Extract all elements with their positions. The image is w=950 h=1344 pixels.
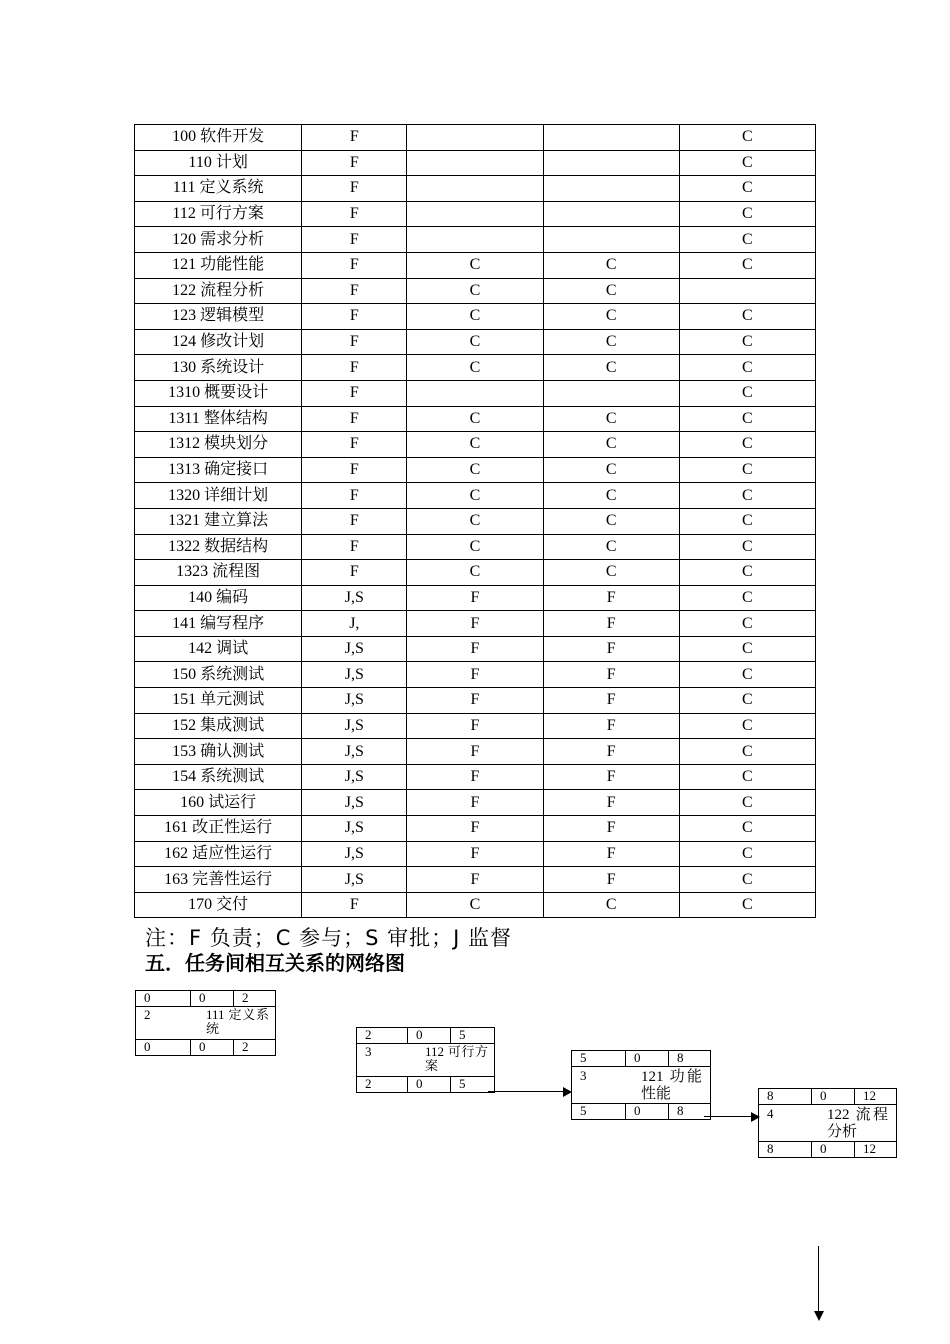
table-row xyxy=(135,252,816,278)
node-task-name-line: 案 xyxy=(425,1058,439,1073)
node-middle-row xyxy=(572,1067,710,1103)
node-task-name xyxy=(190,1007,275,1039)
role-cell-2: F xyxy=(407,867,543,893)
role-cell-1: F xyxy=(302,534,407,560)
role-cell-4: C xyxy=(679,483,815,509)
role-cell-2: F xyxy=(407,585,543,611)
node-bottom-row xyxy=(572,1103,710,1119)
node-late-finish: 8 xyxy=(668,1104,710,1119)
node-total-float: 0 xyxy=(407,1077,450,1092)
node-task-name-line: 111 定义系 xyxy=(206,1007,269,1022)
role-cell-4: C xyxy=(679,764,815,790)
node-early-start: 5 xyxy=(580,1050,587,1065)
network-node-122 xyxy=(758,1088,897,1158)
node-early-finish: 12 xyxy=(854,1089,896,1104)
node-bottom-row xyxy=(136,1039,275,1055)
node-middle-row xyxy=(136,1007,275,1039)
role-cell-2: F xyxy=(407,764,543,790)
table-row xyxy=(135,355,816,381)
role-cell-3: C xyxy=(543,304,679,330)
role-cell-2: F xyxy=(407,739,543,765)
task-name-cell: 1312 模块划分 xyxy=(135,432,302,458)
role-cell-1: F xyxy=(302,176,407,202)
role-cell-1: F xyxy=(302,304,407,330)
node-bottom-row xyxy=(357,1076,494,1092)
role-cell-2: C xyxy=(407,329,543,355)
role-cell-1: J,S xyxy=(302,841,407,867)
table-row xyxy=(135,380,816,406)
role-cell-2: F xyxy=(407,688,543,714)
task-name-cell: 1313 确定接口 xyxy=(135,457,302,483)
node-slack: 0 xyxy=(190,991,233,1006)
role-cell-2 xyxy=(407,125,543,151)
node-task-name xyxy=(811,1105,896,1141)
role-cell-3: C xyxy=(543,432,679,458)
task-name-cell: 142 调试 xyxy=(135,636,302,662)
network-node-121 xyxy=(571,1050,711,1120)
role-cell-2: F xyxy=(407,841,543,867)
table-row xyxy=(135,713,816,739)
role-cell-1: F xyxy=(302,483,407,509)
role-cell-4: C xyxy=(679,560,815,586)
role-cell-4: C xyxy=(679,790,815,816)
node-late-finish: 12 xyxy=(854,1142,896,1157)
role-cell-2: C xyxy=(407,304,543,330)
role-cell-3: C xyxy=(543,534,679,560)
task-name-cell: 162 适应性运行 xyxy=(135,841,302,867)
node-duration: 4 xyxy=(767,1106,774,1121)
role-cell-1: F xyxy=(302,150,407,176)
task-name-cell: 123 逻辑模型 xyxy=(135,304,302,330)
node-early-start: 8 xyxy=(767,1088,774,1103)
node-task-name xyxy=(407,1044,494,1076)
node-task-name-line: 121 功能 xyxy=(641,1069,702,1085)
node-task-name-line: 分析 xyxy=(827,1124,858,1140)
role-cell-4: C xyxy=(679,355,815,381)
task-name-cell: 121 功能性能 xyxy=(135,252,302,278)
role-cell-2 xyxy=(407,380,543,406)
role-cell-2: F xyxy=(407,636,543,662)
task-name-cell: 1322 数据结构 xyxy=(135,534,302,560)
role-cell-4: C xyxy=(679,611,815,637)
task-name-cell: 163 完善性运行 xyxy=(135,867,302,893)
role-cell-4: C xyxy=(679,252,815,278)
role-cell-4: C xyxy=(679,892,815,918)
role-cell-3: F xyxy=(543,636,679,662)
role-cell-3: F xyxy=(543,816,679,842)
role-cell-2 xyxy=(407,201,543,227)
node-early-start: 2 xyxy=(365,1027,372,1042)
table-row xyxy=(135,201,816,227)
table-row xyxy=(135,611,816,637)
role-cell-2: C xyxy=(407,560,543,586)
role-cell-1: J,S xyxy=(302,688,407,714)
role-cell-3 xyxy=(543,125,679,151)
node-task-name-line: 122 流程 xyxy=(827,1107,888,1123)
node-task-name-line: 性能 xyxy=(641,1086,672,1102)
node-task-name xyxy=(625,1067,710,1103)
role-cell-4: C xyxy=(679,432,815,458)
role-cell-3 xyxy=(543,201,679,227)
role-cell-2: C xyxy=(407,355,543,381)
role-cell-4: C xyxy=(679,150,815,176)
table-row xyxy=(135,432,816,458)
node-early-finish: 8 xyxy=(668,1051,710,1066)
task-name-cell: 100 软件开发 xyxy=(135,125,302,151)
task-name-cell: 152 集成测试 xyxy=(135,713,302,739)
role-cell-2: C xyxy=(407,892,543,918)
table-row xyxy=(135,636,816,662)
role-cell-4: C xyxy=(679,662,815,688)
node-slack: 0 xyxy=(407,1028,450,1043)
node-task-name-line: 112 可行方 xyxy=(425,1044,488,1059)
role-cell-2: F xyxy=(407,713,543,739)
role-cell-1: F xyxy=(302,432,407,458)
role-cell-3 xyxy=(543,227,679,253)
role-cell-2: F xyxy=(407,662,543,688)
table-row xyxy=(135,764,816,790)
table-row xyxy=(135,534,816,560)
role-cell-2 xyxy=(407,227,543,253)
node-duration: 3 xyxy=(580,1068,587,1083)
node-middle-row xyxy=(357,1044,494,1076)
role-cell-1: F xyxy=(302,457,407,483)
role-cell-2: C xyxy=(407,534,543,560)
task-name-cell: 112 可行方案 xyxy=(135,201,302,227)
table-row xyxy=(135,150,816,176)
node-total-float: 0 xyxy=(625,1104,668,1119)
role-cell-3: F xyxy=(543,611,679,637)
node-early-finish: 2 xyxy=(233,991,275,1006)
table-row xyxy=(135,790,816,816)
role-cell-4: C xyxy=(679,816,815,842)
table-row xyxy=(135,585,816,611)
task-name-cell: 170 交付 xyxy=(135,892,302,918)
table-row xyxy=(135,892,816,918)
arrow-121-to-122 xyxy=(704,1116,752,1117)
node-duration: 2 xyxy=(144,1007,151,1022)
role-cell-3 xyxy=(543,150,679,176)
table-row xyxy=(135,406,816,432)
role-cell-2 xyxy=(407,176,543,202)
role-cell-1: J, xyxy=(302,611,407,637)
node-slack: 0 xyxy=(811,1089,854,1104)
arrowhead-down-icon xyxy=(814,1311,824,1321)
arrow-down-continuation xyxy=(818,1246,819,1312)
role-cell-3: C xyxy=(543,278,679,304)
network-node-111 xyxy=(135,990,276,1056)
role-cell-4: C xyxy=(679,329,815,355)
role-cell-1: J,S xyxy=(302,816,407,842)
network-node-112 xyxy=(356,1027,495,1093)
table-row xyxy=(135,457,816,483)
role-cell-2: F xyxy=(407,611,543,637)
role-cell-1: J,S xyxy=(302,713,407,739)
node-bottom-row xyxy=(759,1141,896,1157)
task-name-cell: 1311 整体结构 xyxy=(135,406,302,432)
responsibility-table xyxy=(134,124,816,918)
legend-note: 注：F 负责；C 参与；S 审批；J 监督 xyxy=(145,926,512,950)
role-cell-4: C xyxy=(679,406,815,432)
table-row xyxy=(135,841,816,867)
role-cell-3 xyxy=(543,380,679,406)
role-cell-3: F xyxy=(543,867,679,893)
node-top-row xyxy=(136,991,275,1007)
role-cell-4: C xyxy=(679,867,815,893)
task-name-cell: 124 修改计划 xyxy=(135,329,302,355)
role-cell-2: F xyxy=(407,816,543,842)
role-cell-4: C xyxy=(679,176,815,202)
role-cell-3: F xyxy=(543,585,679,611)
table-row xyxy=(135,816,816,842)
table-row xyxy=(135,483,816,509)
role-cell-3: F xyxy=(543,764,679,790)
role-cell-1: J,S xyxy=(302,790,407,816)
task-name-cell: 154 系统测试 xyxy=(135,764,302,790)
role-cell-2: C xyxy=(407,457,543,483)
role-cell-1: F xyxy=(302,892,407,918)
role-cell-4: C xyxy=(679,380,815,406)
role-cell-3: C xyxy=(543,457,679,483)
role-cell-1: F xyxy=(302,560,407,586)
role-cell-2: C xyxy=(407,508,543,534)
role-cell-4: C xyxy=(679,585,815,611)
role-cell-3: C xyxy=(543,560,679,586)
arrowhead-right-icon xyxy=(563,1087,572,1097)
role-cell-1: F xyxy=(302,252,407,278)
role-cell-1: J,S xyxy=(302,867,407,893)
task-name-cell: 140 编码 xyxy=(135,585,302,611)
role-cell-1: J,S xyxy=(302,764,407,790)
node-late-start: 8 xyxy=(767,1141,774,1156)
node-late-start: 2 xyxy=(365,1076,372,1091)
role-cell-4: C xyxy=(679,304,815,330)
section-title: 五．任务间相互关系的网络图 xyxy=(145,951,405,975)
role-cell-1: F xyxy=(302,380,407,406)
role-cell-1: F xyxy=(302,125,407,151)
table-row xyxy=(135,227,816,253)
role-cell-3: F xyxy=(543,739,679,765)
role-cell-1: J,S xyxy=(302,662,407,688)
role-cell-1: J,S xyxy=(302,585,407,611)
task-name-cell: 1310 概要设计 xyxy=(135,380,302,406)
role-cell-2: C xyxy=(407,406,543,432)
node-total-float: 0 xyxy=(811,1142,854,1157)
task-name-cell: 120 需求分析 xyxy=(135,227,302,253)
role-cell-1: F xyxy=(302,406,407,432)
table-row xyxy=(135,662,816,688)
task-name-cell: 1321 建立算法 xyxy=(135,508,302,534)
task-name-cell: 150 系统测试 xyxy=(135,662,302,688)
role-cell-4 xyxy=(679,278,815,304)
role-cell-3 xyxy=(543,176,679,202)
role-cell-4: C xyxy=(679,457,815,483)
role-cell-1: J,S xyxy=(302,739,407,765)
role-cell-4: C xyxy=(679,636,815,662)
role-cell-4: C xyxy=(679,688,815,714)
node-late-start: 0 xyxy=(144,1039,151,1054)
arrowhead-right-icon xyxy=(751,1112,760,1122)
role-cell-4: C xyxy=(679,739,815,765)
arrow-112-to-121 xyxy=(488,1091,564,1092)
node-early-finish: 5 xyxy=(450,1028,494,1043)
task-name-cell: 153 确认测试 xyxy=(135,739,302,765)
role-cell-3: F xyxy=(543,688,679,714)
task-name-cell: 141 编写程序 xyxy=(135,611,302,637)
role-cell-2: C xyxy=(407,278,543,304)
role-cell-3: F xyxy=(543,662,679,688)
role-cell-1: F xyxy=(302,278,407,304)
table-row xyxy=(135,688,816,714)
node-middle-row xyxy=(759,1105,896,1141)
role-cell-3: F xyxy=(543,790,679,816)
node-slack: 0 xyxy=(625,1051,668,1066)
task-name-cell: 130 系统设计 xyxy=(135,355,302,381)
role-cell-3: C xyxy=(543,892,679,918)
role-cell-1: F xyxy=(302,329,407,355)
node-late-finish: 2 xyxy=(233,1040,275,1055)
role-cell-2: C xyxy=(407,432,543,458)
role-cell-3: C xyxy=(543,329,679,355)
node-top-row xyxy=(357,1028,494,1044)
node-task-name-line: 统 xyxy=(206,1021,220,1036)
table-row xyxy=(135,304,816,330)
task-name-cell: 122 流程分析 xyxy=(135,278,302,304)
task-name-cell: 1320 详细计划 xyxy=(135,483,302,509)
role-cell-4: C xyxy=(679,534,815,560)
task-name-cell: 110 计划 xyxy=(135,150,302,176)
role-cell-4: C xyxy=(679,841,815,867)
role-cell-3: F xyxy=(543,713,679,739)
role-cell-1: J,S xyxy=(302,636,407,662)
node-late-start: 5 xyxy=(580,1103,587,1118)
table-row xyxy=(135,125,816,151)
role-cell-3: C xyxy=(543,406,679,432)
role-cell-3: F xyxy=(543,841,679,867)
task-name-cell: 1323 流程图 xyxy=(135,560,302,586)
role-cell-4: C xyxy=(679,125,815,151)
table-row xyxy=(135,329,816,355)
node-early-start: 0 xyxy=(144,990,151,1005)
role-cell-1: F xyxy=(302,355,407,381)
role-cell-3: C xyxy=(543,483,679,509)
table-row xyxy=(135,508,816,534)
role-cell-1: F xyxy=(302,227,407,253)
role-cell-1: F xyxy=(302,201,407,227)
table-row xyxy=(135,278,816,304)
table-row xyxy=(135,739,816,765)
role-cell-4: C xyxy=(679,508,815,534)
role-cell-3: C xyxy=(543,508,679,534)
task-name-cell: 161 改正性运行 xyxy=(135,816,302,842)
role-cell-1: F xyxy=(302,508,407,534)
role-cell-2 xyxy=(407,150,543,176)
node-duration: 3 xyxy=(365,1044,372,1059)
table-row xyxy=(135,560,816,586)
role-cell-2: C xyxy=(407,252,543,278)
role-cell-2: C xyxy=(407,483,543,509)
role-cell-3: C xyxy=(543,252,679,278)
role-cell-4: C xyxy=(679,201,815,227)
node-total-float: 0 xyxy=(190,1040,233,1055)
task-name-cell: 111 定义系统 xyxy=(135,176,302,202)
task-name-cell: 151 单元测试 xyxy=(135,688,302,714)
role-cell-2: F xyxy=(407,790,543,816)
role-cell-4: C xyxy=(679,227,815,253)
node-late-finish: 5 xyxy=(450,1077,494,1092)
role-cell-4: C xyxy=(679,713,815,739)
node-top-row xyxy=(759,1089,896,1105)
responsibility-table-body xyxy=(135,125,816,918)
node-top-row xyxy=(572,1051,710,1067)
task-name-cell: 160 试运行 xyxy=(135,790,302,816)
table-row xyxy=(135,867,816,893)
table-row xyxy=(135,176,816,202)
role-cell-3: C xyxy=(543,355,679,381)
